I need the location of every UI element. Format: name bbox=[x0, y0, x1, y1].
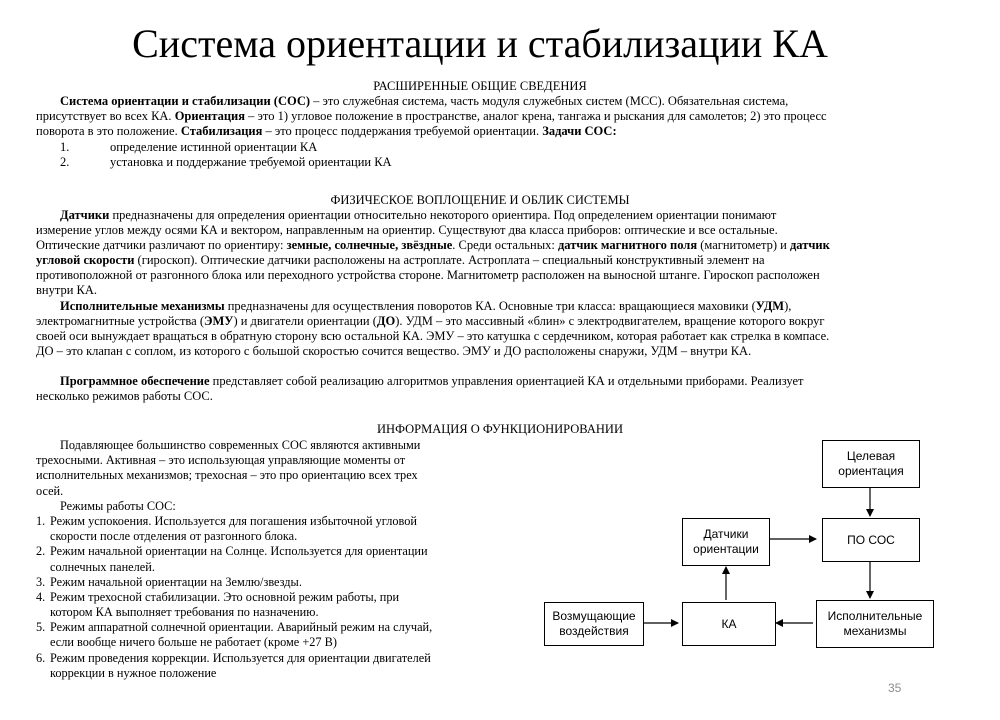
list-text: определение истинной ориентации КА bbox=[110, 140, 318, 154]
text-line bbox=[36, 329, 942, 344]
text-line bbox=[36, 283, 942, 298]
term-tasks: Задачи СОС: bbox=[542, 124, 617, 138]
text-line: если вообще ничего больше не работает (кроме +27 В) bbox=[50, 635, 337, 650]
text-run: представляет собой реализацию алгоритмов управления ориентацией КА и отдельными приборами. Реализует bbox=[209, 374, 804, 388]
term-actuators: Исполнительные механизмы bbox=[60, 299, 225, 313]
list-number: 3. bbox=[36, 574, 46, 589]
term-angular-rate: угловой скорости bbox=[36, 253, 135, 267]
text-line bbox=[36, 268, 942, 283]
list-item bbox=[60, 155, 392, 170]
text-run: ) и двигатели ориентации ( bbox=[233, 314, 377, 328]
text-run: Оптические датчики различают по ориентиру: bbox=[36, 238, 287, 252]
box-ka: КА bbox=[682, 602, 776, 646]
text-run: (магнитометр) и bbox=[697, 238, 790, 252]
list-number: 1. bbox=[60, 140, 70, 154]
list-number: 5. bbox=[36, 620, 46, 635]
text-run: противоположной от разгонного блока или переходного устройства стороне. Магнитометр расположен на выносной штанге. Гироскоп расположен bbox=[36, 268, 820, 282]
box-actuators: Исполнительные механизмы bbox=[816, 600, 934, 648]
text-run: (гироскоп). Оптические датчики расположены на астроплате. Астроплата – специальный конструктивный элемент на bbox=[134, 253, 765, 267]
modes-list bbox=[36, 514, 498, 681]
box-target-orientation: Целевая ориентация bbox=[822, 440, 920, 488]
text-line bbox=[36, 314, 942, 329]
text-line: Режим начальной ориентации на Землю/звезды. bbox=[50, 574, 302, 589]
term-optical-types: земные, солнечные, звёздные bbox=[286, 238, 453, 252]
text-run: – это 1) угловое положение в пространстве, аналог крена, тангажа и рыскания для самолетов; 2) это процесс bbox=[245, 109, 827, 123]
text-line bbox=[36, 124, 942, 139]
text-line: солнечных панелей. bbox=[50, 559, 155, 574]
box-po-sos: ПО СОС bbox=[822, 518, 920, 562]
term-orientation: Ориентация bbox=[174, 109, 246, 123]
text-run: – это служебная система, часть модуля служебных систем (МСС). Обязательная система, bbox=[310, 94, 789, 108]
term-software: Программное обеспечение bbox=[60, 374, 210, 388]
text-run: предназначены для определения ориентации относительно некоторого ориентира. Под определением ориентации понимают bbox=[109, 208, 777, 222]
text-run: . Среди остальных: bbox=[452, 238, 558, 252]
text-line bbox=[60, 94, 942, 109]
text-run: присутствует во всех КА. bbox=[36, 109, 175, 123]
page-number: 35 bbox=[888, 681, 902, 695]
text-line: Режим аппаратной солнечной ориентации. Аварийный режим на случай, bbox=[50, 620, 433, 635]
text-line bbox=[36, 344, 942, 359]
list-item bbox=[36, 590, 498, 620]
text-run: электромагнитные устройства ( bbox=[36, 314, 204, 328]
text-line bbox=[36, 238, 942, 253]
text-line: скорости после отделения от разгонного блока. bbox=[50, 529, 298, 544]
term-sensors: Датчики bbox=[60, 208, 110, 222]
text-run: несколько режимов работы СОС. bbox=[36, 389, 213, 403]
text-run: предназначены для осуществления поворотов КА. Основные три класса: вращающиеся маховики ( bbox=[224, 299, 756, 313]
text-line bbox=[36, 223, 942, 238]
term-gyro: датчик bbox=[789, 238, 830, 252]
term-sos: Система ориентации и стабилизации (СОС) bbox=[60, 94, 311, 108]
term-emu: ЭМУ bbox=[204, 314, 234, 328]
text-run: – это процесс поддержания требуемой ориентации. bbox=[262, 124, 543, 138]
text-line: Режим проведения коррекции. Используется для ориентации двигателей bbox=[50, 650, 431, 665]
list-item bbox=[36, 651, 498, 681]
text-run: своей оси вынуждает вращаться в обратную сторону всю остальной КА. ЭМУ – это катушка с сердечником, которая работает как стрелка в компасе. bbox=[36, 329, 830, 343]
text-line: Подавляющее большинство современных СОС являются активными bbox=[60, 438, 421, 452]
list-item bbox=[36, 575, 498, 590]
actuators-paragraph bbox=[36, 299, 942, 359]
box-sensors: Датчики ориентации bbox=[682, 518, 770, 566]
sensors-paragraph bbox=[36, 208, 942, 298]
text-run: поворота в это положение. bbox=[36, 124, 181, 138]
list-item bbox=[60, 140, 392, 155]
text-line bbox=[36, 109, 942, 124]
section-heading-general: РАСШИРЕННЫЕ ОБЩИЕ СВЕДЕНИЯ bbox=[373, 79, 587, 93]
text-run: ), bbox=[784, 299, 792, 313]
term-udm: УДМ bbox=[755, 299, 785, 313]
software-paragraph bbox=[36, 374, 942, 404]
section-heading-physical: ФИЗИЧЕСКОЕ ВОПЛОЩЕНИЕ И ОБЛИК СИСТЕМЫ bbox=[330, 193, 630, 207]
text-line bbox=[36, 253, 942, 268]
list-number: 6. bbox=[36, 650, 46, 665]
text-line: осей. bbox=[36, 483, 64, 498]
list-text: установка и поддержание требуемой ориентации КА bbox=[110, 155, 392, 169]
text-line: исполнительных механизмов; трехосная – это про ориентацию всех трех bbox=[36, 468, 418, 483]
term-magnetometer: датчик магнитного поля bbox=[557, 238, 698, 252]
modes-label: Режимы работы СОС: bbox=[60, 498, 176, 513]
text-run: внутри КА. bbox=[36, 283, 98, 297]
list-item bbox=[36, 620, 498, 650]
text-line: трехосными. Активная – это использующая управляющие моменты от bbox=[36, 453, 406, 468]
section-heading-functioning: ИНФОРМАЦИЯ О ФУНКЦИОНИРОВАНИИ bbox=[377, 422, 623, 436]
text-line bbox=[36, 208, 942, 223]
text-line: коррекции в нужное положение bbox=[50, 665, 217, 680]
text-line bbox=[36, 374, 942, 389]
box-disturbances: Возмущающие воздействия bbox=[544, 602, 644, 646]
text-line bbox=[36, 299, 942, 314]
list-number: 4. bbox=[36, 589, 46, 604]
list-item bbox=[36, 514, 498, 544]
functioning-text bbox=[36, 438, 498, 681]
text-run: ДО – это клапан с соплом, из которого с большой скоростью сочится вещество. ЭМУ и ДО расположены снаружи, УДМ – внутри КА. bbox=[36, 344, 752, 358]
text-line: Режим успокоения. Используется для погашения избыточной угловой bbox=[50, 513, 417, 528]
text-line: котором КА выполняет требования по назначению. bbox=[50, 605, 319, 620]
list-number: 2. bbox=[60, 155, 70, 169]
list-number: 1. bbox=[36, 513, 46, 528]
text-run: измерение углов между осями КА и вектором, направленным на ориентир. Существуют два класса приборов: оптические и все остальные. bbox=[36, 223, 778, 237]
text-line bbox=[36, 389, 942, 404]
term-do: ДО bbox=[376, 314, 396, 328]
list-item bbox=[36, 544, 498, 574]
text-line: Режим трехосной стабилизации. Это основной режим работы, при bbox=[50, 589, 400, 604]
term-stabilization: Стабилизация bbox=[180, 124, 263, 138]
general-paragraph bbox=[36, 94, 942, 139]
text-run: ). УДМ – это массивный «блин» с электродвигателем, вращение которого вокруг bbox=[395, 314, 825, 328]
text-line: Режим начальной ориентации на Солнце. Используется для ориентации bbox=[50, 544, 428, 559]
list-number: 2. bbox=[36, 544, 46, 559]
tasks-list bbox=[60, 140, 392, 170]
control-loop-diagram bbox=[520, 436, 950, 662]
slide-title: Система ориентации и стабилизации КА bbox=[132, 21, 828, 66]
